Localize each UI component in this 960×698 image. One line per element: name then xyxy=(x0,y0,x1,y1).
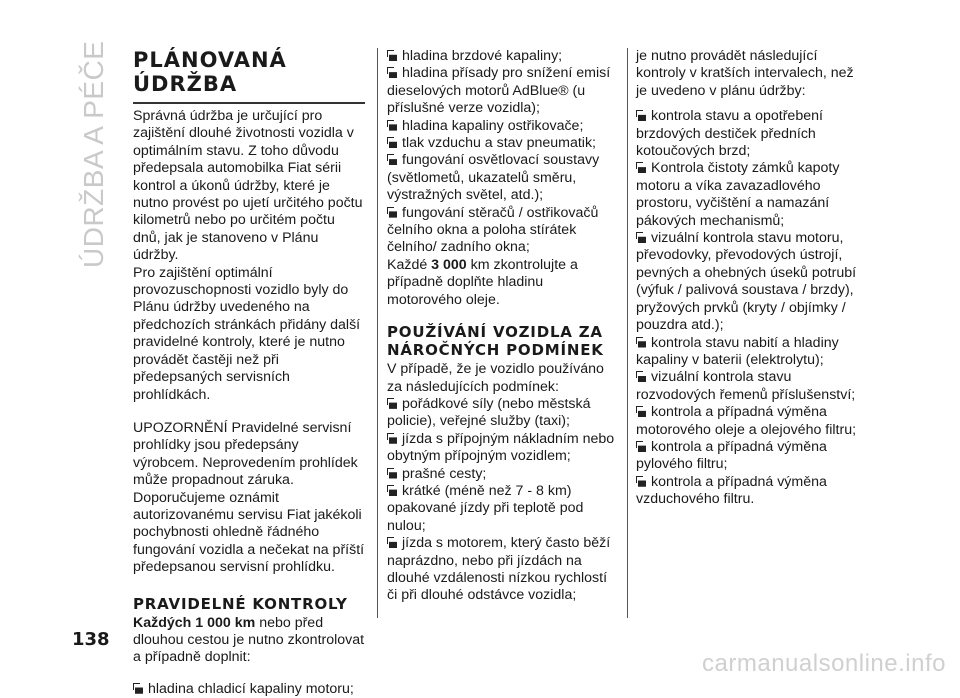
list-item xyxy=(636,369,868,404)
warning-paragraph: UPOZORNĚNÍ Pravidelné servisní prohlídky jsou předepsány výrobcem. Neprovedením prohlídek může propadnout záruka. Doporučujeme oznámit autorizovanému servisu Fiat jakékoli pochybnosti ohledně řádného fungování vozidla a nečekat na příští předepsanou servisní prohlídku. xyxy=(133,419,365,576)
list-item-text: kontrola stavu nabití a hladiny kapaliny v baterii (elektrolytu); xyxy=(636,334,839,368)
chapter-side-tab-label: ÚDRŽBA A PÉČE xyxy=(78,40,109,268)
list-item-text: krátké (méně než 7 - 8 km) opakované jízdy při teplotě pod nulou; xyxy=(387,482,584,534)
list-item xyxy=(387,396,619,431)
list-item xyxy=(387,48,619,65)
interval-prefix: Každé xyxy=(387,256,432,273)
list-item xyxy=(636,230,868,334)
title-line: POUŽÍVÁNÍ VOZIDLA ZA xyxy=(387,323,603,342)
list-item-text: vizuální kontrola stavu motoru, převodovky, převodových ústrojí, pevných a ohebných úseků potrubí (výfuk / palivová soustava / brzdy), pryžových prvků (kryty / objímky / pouzdra atd.); xyxy=(636,230,857,334)
page-number: 138 xyxy=(72,629,110,650)
list-item xyxy=(387,152,619,204)
bullet-icon xyxy=(636,406,646,417)
bullet-icon xyxy=(636,110,646,121)
bullet-icon xyxy=(387,537,397,548)
list-item xyxy=(387,205,619,257)
list-item-text: kontrola a případná výměna motorového oleje a olejového filtru; xyxy=(636,404,857,438)
bullet-icon xyxy=(387,398,397,409)
bullet-icon xyxy=(387,154,397,165)
list-item-text: kontrola a případná výměna pylového filtru; xyxy=(636,438,827,473)
list-item xyxy=(636,160,868,230)
column-3 xyxy=(636,48,868,509)
column-divider xyxy=(627,48,628,618)
list-item-text: fungování osvětlovací soustavy (světlometů, ukazatelů směru, výstražných světel, atd.); xyxy=(387,152,600,204)
bullet-icon xyxy=(636,476,646,487)
list-item-text: jízda s motorem, který často běží naprázdno, nebo při jízdách na dlouhé vzdálenosti nízkou rychlostí či při dlouhé odstávce vozidla; xyxy=(387,535,611,604)
chapter-side-tab xyxy=(78,40,118,268)
list-item xyxy=(636,108,868,160)
title-line: PLÁNOVANÁ xyxy=(133,48,287,72)
interval-paragraph xyxy=(133,615,365,667)
bullet-icon xyxy=(636,162,646,173)
list-item-text: kontrola stavu a opotřebení brzdových destiček předních kotoučových brzd; xyxy=(636,108,823,160)
column-divider xyxy=(377,48,378,618)
interval-paragraph xyxy=(387,257,619,309)
paragraph: Správná údržba je určující pro zajištění dlouhé životnosti vozidla v optimálním stavu. Z toho důvodu předepsala automobilka Fiat sérii kontrol a úkonů údržby, které je nutno provést po ujetí určitého počtu kilometrů nebo po určitém počtu dnů, jak je stanoveno v Plánu údržby. xyxy=(133,108,363,264)
interval-text: km zkontrolujte a případně doplňte hladinu motorového oleje. xyxy=(387,256,578,308)
section-title-severe-conditions xyxy=(387,323,619,359)
section-title-planned-maintenance xyxy=(133,48,365,104)
title-line: ÚDRŽBA xyxy=(133,72,238,96)
section-title-regular-checks: PRAVIDELNÉ KONTROLY xyxy=(133,594,348,613)
paragraph: Pro zajištění optimální provozuschopnosti vozidlo byly do Plánu údržby uvedeného na předchozích stránkách přidány další pravidelné kontroly, které je nutno provádět častěji než při předepsaných servisních prohlídkách. xyxy=(133,264,361,403)
bullet-icon xyxy=(636,232,646,243)
list-item-text: hladina přísady pro snížení emisí dieselových motorů AdBlue® (u příslušné verze vozidla); xyxy=(387,65,611,117)
bullet-icon xyxy=(387,468,397,479)
list-item-text: fungování stěračů / ostřikovačů čelního okna a poloha stírátek čelního/ zadního okna; xyxy=(387,204,599,256)
list-item-text: vizuální kontrola stavu rozvodových řemenů příslušenství; xyxy=(636,369,856,403)
bullet-icon xyxy=(387,120,397,131)
bullet-icon xyxy=(636,371,646,382)
paragraph: V případě, že je vozidlo používáno za následujících podmínek: xyxy=(387,361,604,395)
interval-bold: Každých 1 000 km xyxy=(133,614,256,631)
bullet-icon xyxy=(387,485,397,496)
list-item-text: kontrola a případná výměna vzduchového filtru. xyxy=(636,473,827,508)
list-item-text: tlak vzduchu a stav pneumatik; xyxy=(402,135,596,152)
list-item-text: pořádkové síly (nebo městská policie), veřejné služby (taxi); xyxy=(387,395,591,430)
list-item xyxy=(636,404,868,439)
list-item xyxy=(387,135,619,152)
list-item xyxy=(387,466,619,483)
list-item-text: hladina chladicí kapaliny motoru; xyxy=(148,680,354,697)
bullet-icon xyxy=(387,67,397,78)
bullet-icon xyxy=(133,683,143,694)
list-item-text: jízda s přípojným nákladním nebo obytným přípojným vozidlem; xyxy=(387,430,615,465)
list-item xyxy=(133,681,365,698)
paragraph: je nutno provádět následující kontroly v kratších intervalech, než je uvedeno v plánu údržby: xyxy=(636,48,854,99)
bullet-icon xyxy=(636,441,646,452)
list-item xyxy=(387,118,619,135)
bullet-icon xyxy=(387,433,397,444)
list-item-text: Kontrola čistoty zámků kapoty motoru a víka zavazadlového prostoru, vyčištění a namazání pákových mechanismů; xyxy=(636,160,840,229)
list-item xyxy=(636,474,868,509)
list-item xyxy=(387,431,619,466)
list-item-text: hladina kapaliny ostřikovače; xyxy=(402,117,584,134)
interval-bold: 3 000 xyxy=(431,256,467,273)
list-item xyxy=(387,65,619,117)
list-item xyxy=(636,335,868,370)
list-item xyxy=(636,439,868,474)
bullet-icon xyxy=(387,137,397,148)
list-item-text: hladina brzdové kapaliny; xyxy=(402,48,563,64)
column-1 xyxy=(133,48,365,698)
bullet-icon xyxy=(387,207,397,218)
interval-text: nebo před dlouhou cestou je nutno zkontrolovat a případně doplnit: xyxy=(133,614,365,666)
list-item-text: prašné cesty; xyxy=(402,465,487,482)
list-item xyxy=(387,483,619,535)
column-2 xyxy=(387,48,619,605)
bullet-icon xyxy=(387,50,397,61)
bullet-icon xyxy=(636,337,646,348)
title-line: NÁROČNÝCH PODMÍNEK xyxy=(387,341,604,360)
watermark: carmanualsonline.info xyxy=(702,650,946,677)
list-item xyxy=(387,535,619,605)
